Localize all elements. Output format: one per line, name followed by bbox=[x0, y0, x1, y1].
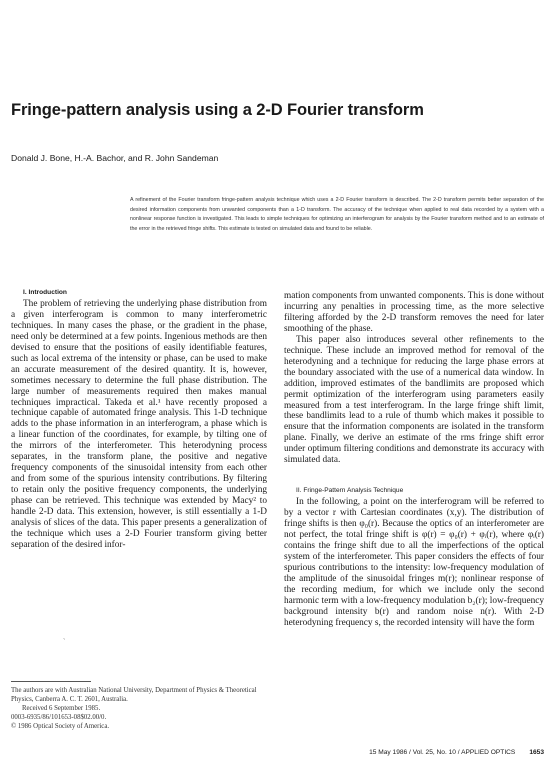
page-footer bbox=[290, 749, 544, 756]
footnote-affiliation: The authors are with Australian National University, Department of Physics & Theoretical Physics, Canberra A. C. T. 2601, Australia. bbox=[11, 687, 257, 703]
author-list: Donald J. Bone, H.-A. Bachor, and R. John Sandeman bbox=[11, 153, 219, 163]
stray-mark: ˎ bbox=[63, 632, 66, 640]
right-column bbox=[284, 291, 544, 629]
body-paragraph: In the following, a point on the interferogram will be referred to by a vector r with Cartesian coordinates (x,y). The distribution of fringe shifts is then φ₀(r). Because the optics of an interferometer are not perfect, the total fringe shift is φ(r) = φ₀(r) + φᵢ(r), where φᵢ(r) contains the fringe shift due to all the imperfections of the optical system of the interferometer. This paper considers the effects of four spurious contributions to the intensity: low-frequency modulation of the amplitude of the sinusoidal fringes m(r); nonlinear response of the recording medium, for which we include only the second harmonic term with a low-frequency modulation b₂(r); low-frequency background intensity b(r) and random noise n(r). With 2-D heterodyning frequency s, the recorded intensity will have the form bbox=[284, 497, 544, 628]
footnote-received: Received 6 September 1985. bbox=[22, 705, 101, 712]
body-paragraph: mation components from unwanted components. This is done without incurring any penalties in processing time, as the more selective filtering afforded by the 2-D transform removes the need for later smoothing of the phase. bbox=[284, 291, 544, 334]
article-title: Fringe-pattern analysis using a 2-D Fourier transform bbox=[11, 101, 424, 119]
body-paragraph: The problem of retrieving the underlying phase distribution from a given interferogram is common to many interferometric techniques. In many cases the phase, or the gradient in the phase, need only be determined at a few points. Ingenious methods are then devised to ensure that the positions of easily identifiable features, such as local extrema of the intensity or phase, can be used to make an accurate measurement of the desired quantity. It is, however, sometimes necessary to determine the full phase distribution. The large number of measurements required then makes manual techniques impractical. Takeda et al.¹ have recently proposed a technique capable of automated fringe analysis. This 1-D technique adds to the phase information in an interferogram, a phase which is a linear function of the coordinates, for example, by tilting one of the mirrors of the interferometer. This heterodyning process separates, in the transform plane, the positive and negative frequency components of the sinusoidal intensity from each other and from some of the spurious intensity contributions. By filtering to retain only the positive frequency components, the underlying phase can be retrieved. This technique was extended by Macy² to handle 2-D data. This extension, however, is still essentially a 1-D analysis of slices of the data. This paper presents a generalization of the technique which uses a 2-D Fourier transform giving better separation of the desired infor- bbox=[11, 298, 267, 550]
page-number: 1653 bbox=[529, 749, 544, 756]
left-column bbox=[11, 288, 267, 551]
section-heading-technique: II. Fringe-Pattern Analysis Technique bbox=[296, 487, 404, 495]
footnote-code: 0003-6935/86/101653-08$02.00/0. bbox=[11, 714, 107, 721]
body-paragraph: This paper also introduces several other refinements to the technique. These include an improved method for removal of the heterodyning and a technique for reducing the large phase errors at the boundary associated with the use of a numerical data window. In addition, improved estimates of the bandlimits are proposed which permit optimization of the interferogram using parameters easily measured from a test interferogram. In the large fringe shift limit, these bandlimits lead to a rule of thumb which makes it possible to ensure that the information components are isolated in the transform plane. Finally, we derive an estimate of the rms fringe shift error under optimum filtering conditions and demonstrate its accuracy with simulated data. bbox=[284, 334, 544, 466]
footnote-divider bbox=[11, 681, 91, 682]
footnote-copyright: © 1986 Optical Society of America. bbox=[11, 723, 110, 730]
footnote bbox=[11, 686, 271, 731]
section-heading-introduction: I. Introduction bbox=[23, 289, 67, 296]
journal-citation: 15 May 1986 / Vol. 25, No. 10 / APPLIED OPTICS bbox=[369, 749, 516, 756]
abstract: A refinement of the Fourier transform fringe-pattern analysis technique which uses a 2-D Fourier transform is described. The 2-D transform permits better separation of the desired information components from unwanted components than a 1-D transform. The accuracy of the technique when applied to real data recorded by a system with a nonlinear response function is investigated. This leads to simple techniques for optimizing an interferogram for analysis by the Fourier transform method and to an estimate of the error in the retrieved fringe shifts. This estimate is tested on simulated data and found to be reliable. bbox=[130, 197, 544, 233]
